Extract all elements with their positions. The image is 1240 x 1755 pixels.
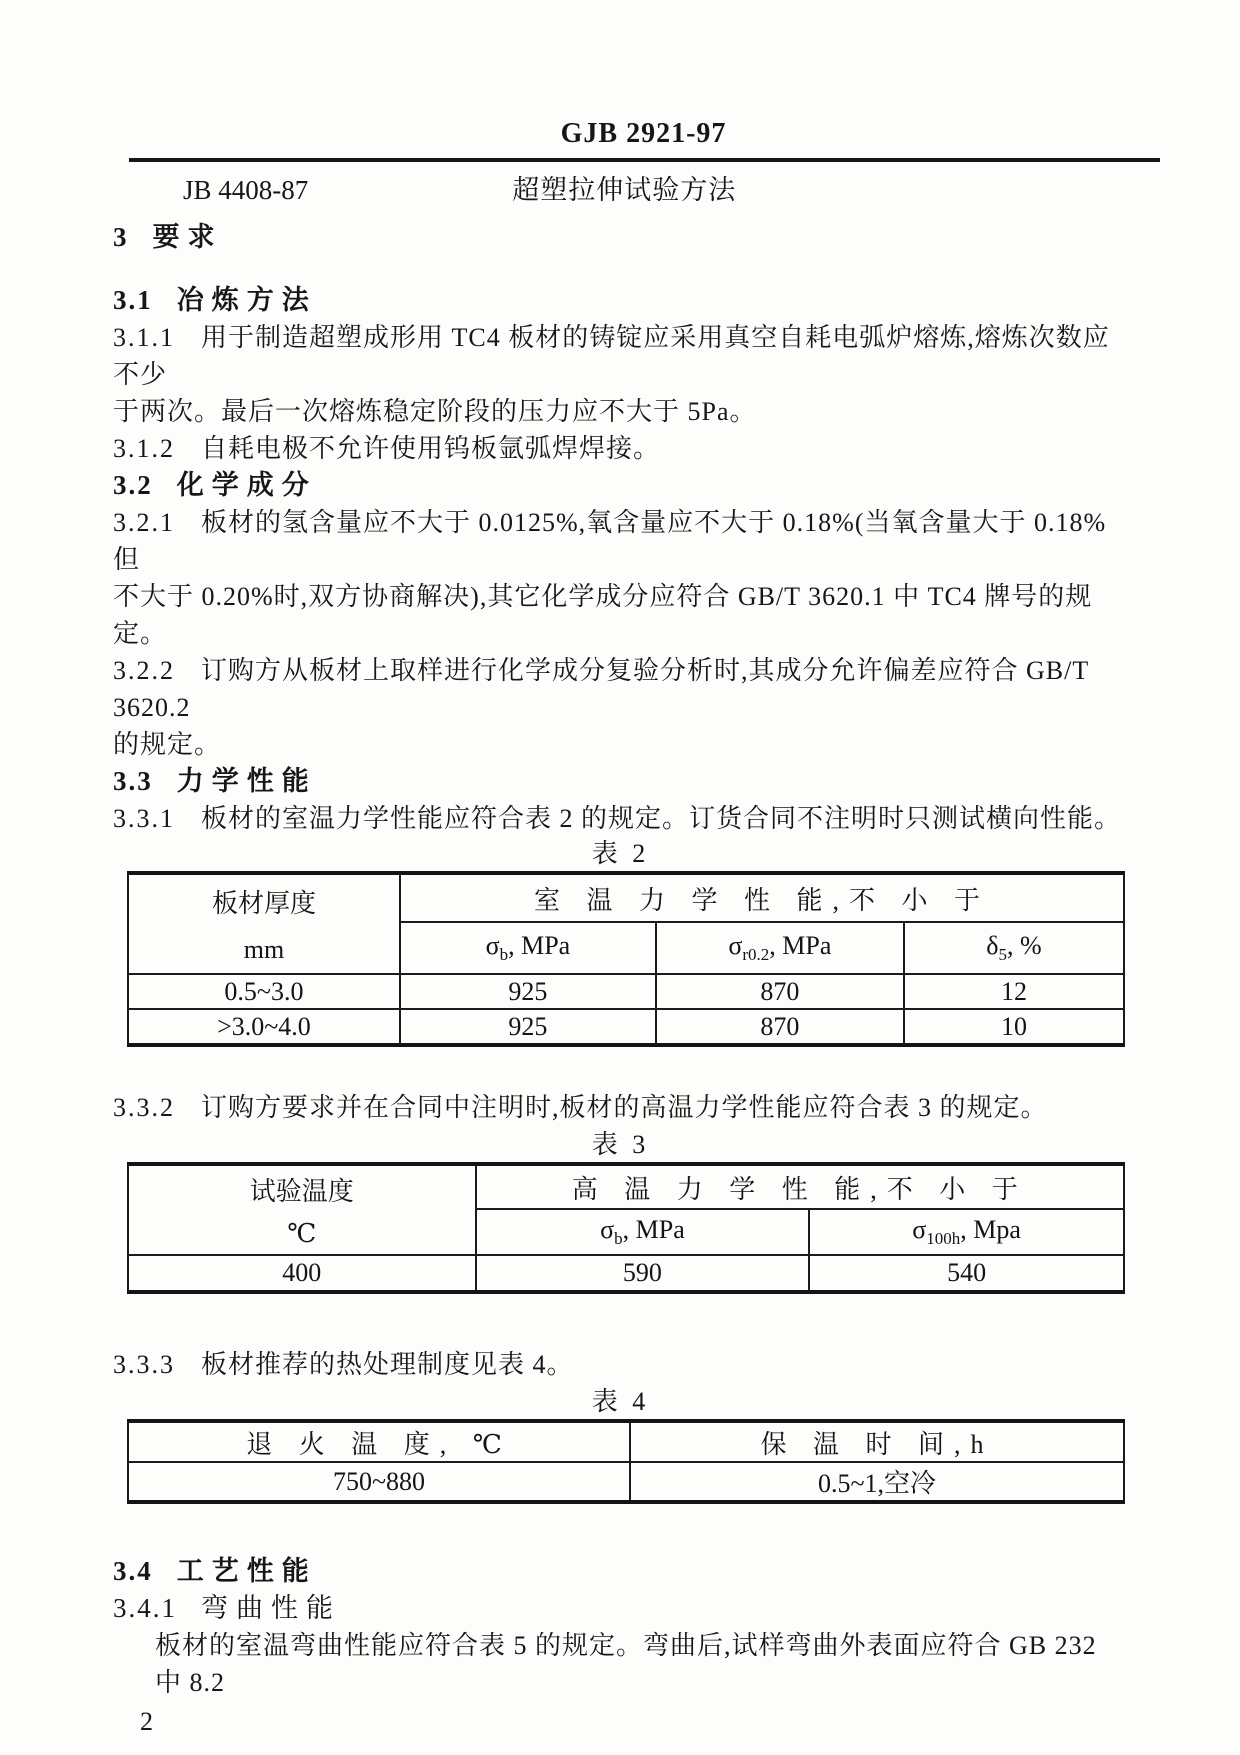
paragraph-line: 板材推荐的热处理制度见表 4。 [201, 1350, 574, 1379]
paragraph-number: 3.2.2 [113, 656, 175, 685]
table-2 [127, 871, 1125, 1047]
table-cell: 925 [400, 1009, 656, 1045]
section-title: 力学性能 [176, 766, 317, 796]
section-heading-3 [113, 219, 1128, 256]
table-2-subheader-sigma-b: $\sigma_b$, MPa [400, 922, 656, 974]
section-title: 要求 [152, 222, 223, 252]
paragraph-3-4-1-body [113, 1627, 1128, 1701]
section-heading-3-4-1 [113, 1590, 1128, 1627]
section-number: 3.4.1 [113, 1593, 177, 1623]
paragraph-line: 订购方要求并在合同中注明时,板材的高温力学性能应符合表 3 的规定。 [201, 1093, 1048, 1122]
table-row [128, 1009, 1124, 1045]
paragraph-number: 3.2.1 [113, 508, 175, 537]
section-heading-3-2 [113, 467, 1128, 504]
paragraph-line: 不大于 0.20%时,双方协商解决),其它化学成分应符合 GB/T 3620.1 中 TC4 牌号的规定。 [113, 582, 1093, 648]
table-2-col1-header-line2: mm [243, 935, 285, 965]
table-4 [127, 1419, 1125, 1504]
section-heading-3-4 [113, 1553, 1128, 1590]
paragraph-line: 的规定。 [113, 730, 222, 759]
paragraph-3-1-2 [113, 430, 1128, 467]
table-cell: >3.0~4.0 [128, 1009, 400, 1045]
table-3-subheader-sigma-100h: $\sigma_{100h}$, Mpa [809, 1209, 1124, 1255]
table-2-col1-header [128, 873, 400, 974]
section-number: 3.4 [113, 1556, 153, 1586]
table-2-subheader-delta-5: $\delta_5$, % [904, 922, 1124, 974]
page-number: 2 [140, 1707, 153, 1736]
paragraph-number: 3.1.2 [113, 434, 175, 463]
section-number: 3.1 [113, 285, 153, 315]
section-title: 工艺性能 [176, 1556, 317, 1586]
paragraph-3-3-2 [113, 1089, 1128, 1126]
paragraph-line: 自耗电极不允许使用钨板氩弧焊焊接。 [201, 434, 661, 463]
paragraph-number: 3.3.2 [113, 1093, 175, 1122]
paragraph-number: 3.3.1 [113, 804, 175, 833]
table-4-header-annealing-temp: 退 火 温 度, ℃ [128, 1421, 630, 1462]
header-rule [129, 158, 1160, 162]
table-cell: 870 [656, 974, 904, 1009]
table-4-caption: 表 4 [591, 1387, 650, 1416]
paragraph-line: 板材的氢含量应不大于 0.0125%,氧含量应不大于 0.18%(当氧含量大于 0.18%但 [113, 508, 1107, 574]
reference-code: JB 4408-87 [183, 175, 309, 205]
paragraph-3-3-1 [113, 800, 1128, 837]
table-3-col1-header [128, 1164, 476, 1255]
paragraph-line: 订购方从板材上取样进行化学成分复验分析时,其成分允许偏差应符合 GB/T 3620.2 [113, 656, 1089, 722]
table-2-col1-header-line1: 板材厚度 [211, 888, 316, 918]
table-cell: 0.5~1,空冷 [630, 1462, 1124, 1502]
paragraph-3-2-1 [113, 504, 1128, 652]
table-3-col1-header-line1: 试验温度 [249, 1177, 354, 1207]
table-cell: 400 [128, 1255, 476, 1292]
table-row [128, 974, 1124, 1009]
paragraph-line: 板材的室温弯曲性能应符合表 5 的规定。弯曲后,试样弯曲外表面应符合 GB 232 中 8.2 [155, 1631, 1097, 1697]
section-title: 弯曲性能 [201, 1593, 341, 1623]
table-2-span-header: 室 温 力 学 性 能,不 小 于 [400, 873, 1124, 922]
paragraph-number: 3.1.1 [113, 323, 175, 352]
section-heading-3-3 [113, 763, 1128, 800]
table-cell: 10 [904, 1009, 1124, 1045]
table-3-span-header: 高 温 力 学 性 能,不 小 于 [476, 1164, 1124, 1209]
table-row [128, 1255, 1124, 1292]
standard-code-header: GJB 2921-97 [560, 118, 727, 149]
table-3 [127, 1162, 1125, 1294]
table-2-caption: 表 2 [591, 839, 650, 868]
table-cell: 12 [904, 974, 1124, 1009]
paragraph-line: 板材的室温力学性能应符合表 2 的规定。订货合同不注明时只测试横向性能。 [201, 804, 1122, 833]
table-3-subheader-sigma-b: $\sigma_b$, MPa [476, 1209, 810, 1255]
table-cell: 0.5~3.0 [128, 974, 400, 1009]
paragraph-number: 3.3.3 [113, 1350, 175, 1379]
reference-title: 超塑拉伸试验方法 [512, 175, 737, 205]
section-title: 化学成分 [176, 470, 317, 500]
section-number: 3 [113, 222, 129, 252]
section-title: 冶炼方法 [176, 285, 317, 315]
table-3-caption: 表 3 [591, 1130, 650, 1159]
section-number: 3.2 [113, 470, 153, 500]
table-cell: 750~880 [128, 1462, 630, 1502]
paragraph-3-1-1 [113, 319, 1128, 430]
paragraph-line: 于两次。最后一次熔炼稳定阶段的压力应不大于 5Pa。 [113, 397, 757, 426]
section-heading-3-1 [113, 282, 1128, 319]
reference-row [113, 172, 1128, 209]
table-cell: 540 [809, 1255, 1124, 1292]
table-4-header-holding-time: 保 温 时 间,h [630, 1421, 1124, 1462]
paragraph-line: 用于制造超塑成形用 TC4 板材的铸锭应采用真空自耗电弧炉熔炼,熔炼次数应不少 [113, 323, 1110, 389]
paragraph-3-2-2 [113, 652, 1128, 763]
table-2-subheader-sigma-r02: $\sigma_{r0.2}$, MPa [656, 922, 904, 974]
paragraph-3-3-3 [113, 1346, 1128, 1383]
table-cell: 870 [656, 1009, 904, 1045]
table-3-col1-header-line2: ℃ [287, 1218, 317, 1248]
table-row [128, 1462, 1124, 1502]
section-number: 3.3 [113, 766, 153, 796]
table-cell: 590 [476, 1255, 810, 1292]
table-cell: 925 [400, 974, 656, 1009]
